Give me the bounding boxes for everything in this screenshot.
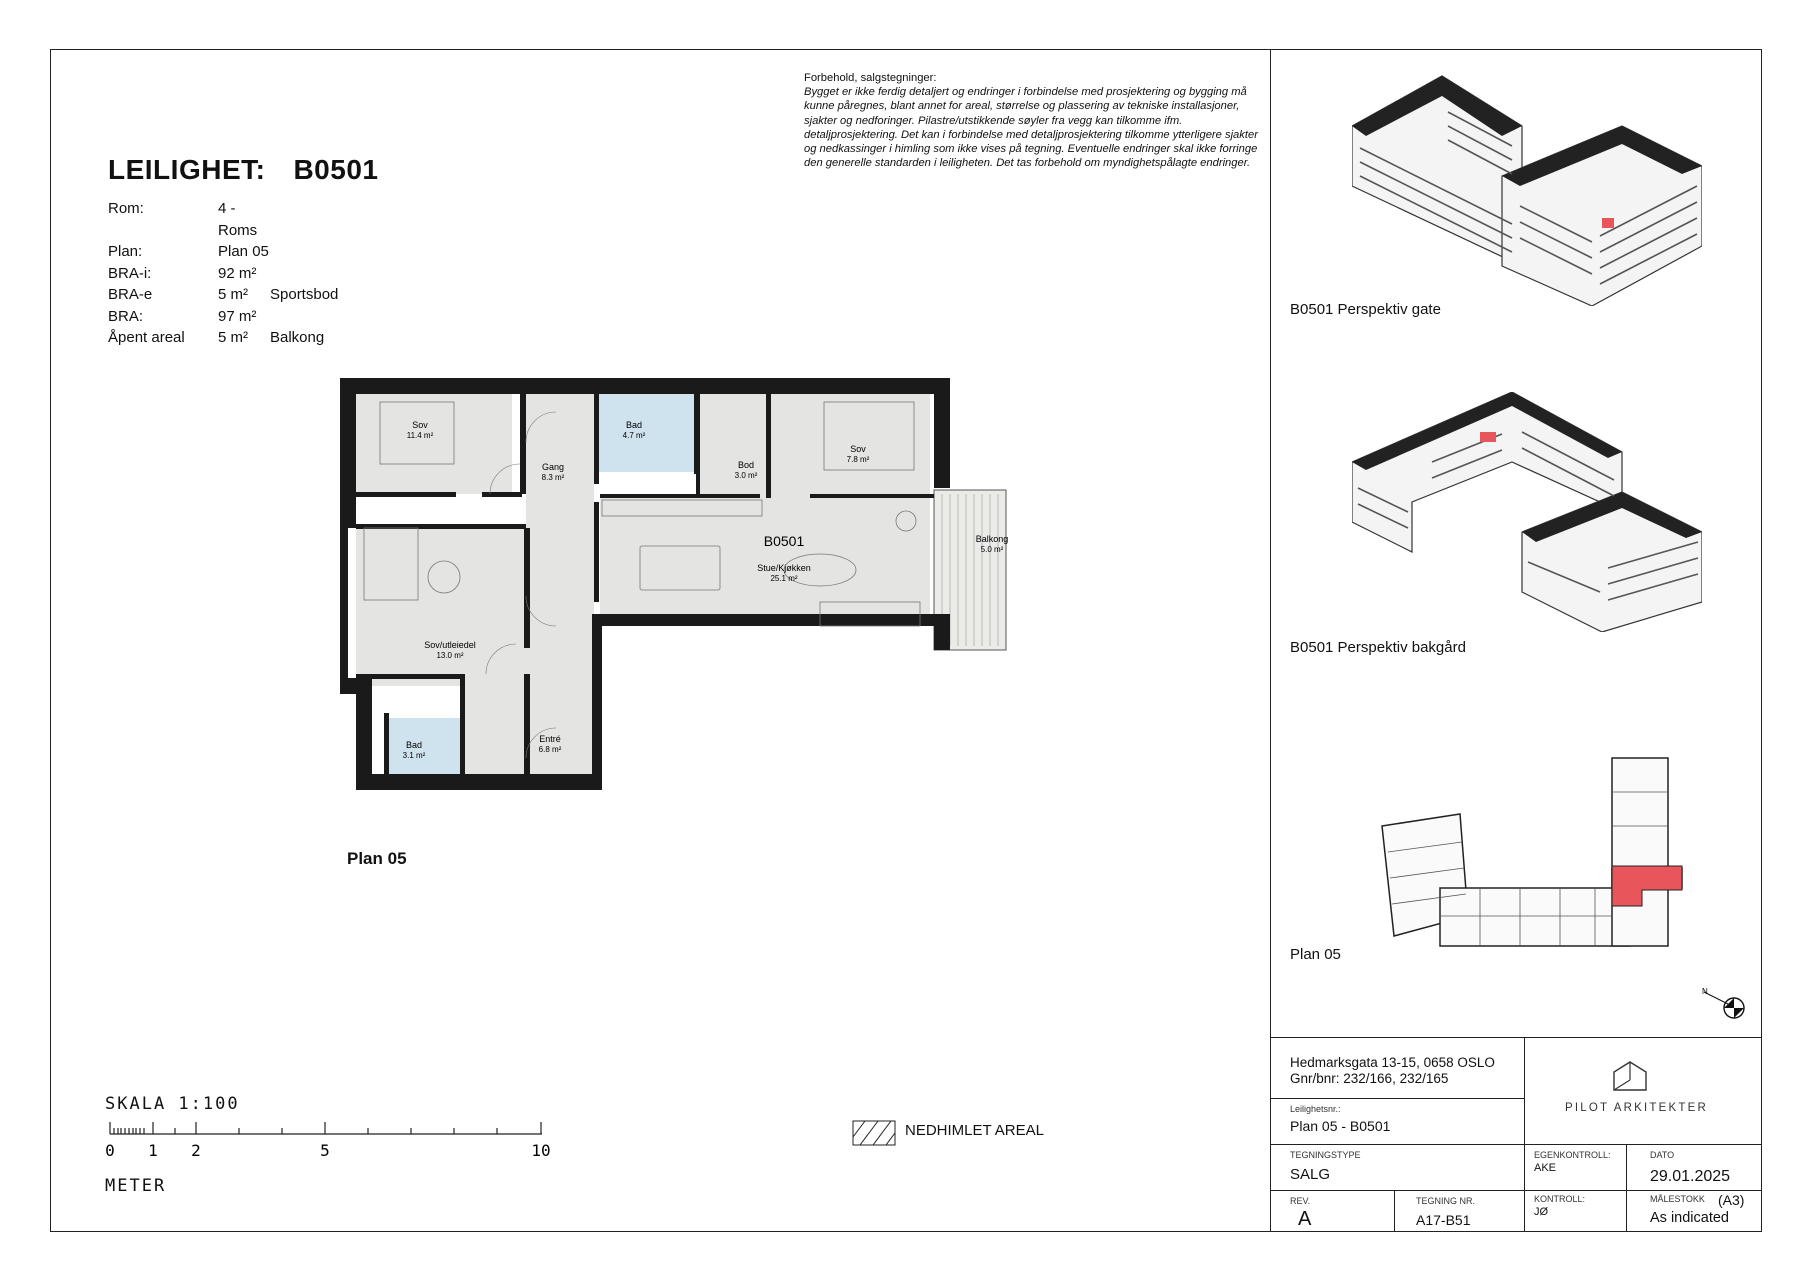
room-name: Sov/utleiedel bbox=[424, 640, 476, 650]
info-value: Plan 05 bbox=[218, 243, 269, 260]
unit-highlight bbox=[1602, 218, 1614, 228]
room-name: Stue/Kjøkken bbox=[757, 563, 811, 573]
control-label: KONTROLL: bbox=[1534, 1194, 1586, 1204]
scale-title: SKALA 1:100 bbox=[105, 1094, 240, 1114]
info-key: BRA: bbox=[108, 307, 144, 325]
drawing-type-value: SALG bbox=[1290, 1166, 1331, 1183]
hatch-legend-icon bbox=[852, 1120, 896, 1146]
perspective-backyard-image bbox=[1352, 392, 1702, 632]
scale-tick-label: 5 bbox=[320, 1141, 330, 1160]
scale-tick-label: 0 bbox=[105, 1141, 115, 1160]
disclaimer-heading: Forbehold, salgstegninger: bbox=[804, 72, 937, 84]
room-name: Entré bbox=[539, 734, 561, 744]
apartment-info-table bbox=[108, 198, 338, 349]
info-extra: Balkong bbox=[270, 329, 325, 346]
room-area: 13.0 m² bbox=[436, 651, 464, 660]
firm-logo-icon bbox=[1612, 1060, 1648, 1092]
info-value: 4 - Roms bbox=[218, 200, 258, 239]
scale-unit: METER bbox=[105, 1176, 167, 1196]
info-key: Åpent areal bbox=[108, 329, 185, 346]
control-value: JØ bbox=[1534, 1206, 1549, 1218]
unit-id: B0501 bbox=[293, 154, 379, 185]
unit-no-label: Leilighetsnr.: bbox=[1290, 1104, 1341, 1114]
scale-tick-label: 2 bbox=[191, 1141, 201, 1160]
room-name: Balkong bbox=[975, 534, 1009, 544]
room-area: 5.0 m² bbox=[980, 545, 1004, 554]
rev-label: REV. bbox=[1290, 1196, 1311, 1206]
perspective-street-image bbox=[1352, 66, 1702, 306]
room-name: Sov bbox=[412, 420, 428, 430]
firm-name: PILOT ARKITEKTER bbox=[1565, 1102, 1708, 1114]
drawing-no-label: TEGNING NR. bbox=[1416, 1196, 1476, 1206]
room-name: Bad bbox=[625, 420, 643, 430]
info-key: BRA-i: bbox=[108, 264, 152, 282]
drawing-no-value: A17-B51 bbox=[1416, 1212, 1471, 1228]
room-area: 11.4 m² bbox=[406, 431, 434, 440]
info-value: 5 m² bbox=[218, 286, 248, 303]
floor-plan bbox=[340, 378, 1040, 818]
scale-tick-label: 10 bbox=[531, 1141, 551, 1160]
info-extra: Sportsbod bbox=[270, 286, 339, 303]
info-value: 92 m² bbox=[218, 264, 257, 282]
address-line: Hedmarksgata 13-15, 0658 OSLO bbox=[1290, 1055, 1495, 1070]
legend-label: NEDHIMLET AREAL bbox=[905, 1122, 1044, 1139]
info-value: 97 m² bbox=[218, 307, 257, 325]
room-name: Sov bbox=[850, 444, 866, 454]
titleblock-border bbox=[1270, 1037, 1762, 1038]
date-label: DATO bbox=[1650, 1150, 1675, 1160]
info-row bbox=[108, 327, 338, 349]
info-row bbox=[108, 263, 338, 285]
svg-text:N: N bbox=[1702, 987, 1708, 996]
info-row bbox=[108, 198, 338, 241]
perspective-backyard-caption: B0501 Perspektiv bakgård bbox=[1290, 639, 1466, 656]
rev-value: A bbox=[1298, 1208, 1312, 1230]
scale-tick-label: 1 bbox=[148, 1141, 158, 1160]
title-label: LEILIGHET: bbox=[108, 154, 266, 185]
info-row bbox=[108, 284, 338, 306]
room-area: 8.3 m² bbox=[541, 473, 565, 482]
titleblock-border bbox=[1626, 1144, 1627, 1232]
titleblock-divider bbox=[1270, 49, 1271, 1232]
property-id: Gnr/bnr: 232/166, 232/165 bbox=[1290, 1071, 1449, 1086]
titleblock-border bbox=[1270, 1190, 1762, 1191]
unit-highlight bbox=[1480, 432, 1496, 442]
date-value: 29.01.2025 bbox=[1650, 1168, 1731, 1185]
room-area: 7.8 m² bbox=[846, 455, 870, 464]
self-check-value: AKE bbox=[1534, 1162, 1557, 1174]
info-key: Plan: bbox=[108, 243, 143, 260]
room-area: 3.1 m² bbox=[402, 751, 426, 760]
room-name: Gang bbox=[541, 462, 565, 472]
info-key: Rom: bbox=[108, 200, 144, 217]
titleblock-border bbox=[1270, 1144, 1762, 1145]
info-row bbox=[108, 241, 338, 263]
project-address bbox=[1290, 1055, 1495, 1087]
info-row bbox=[108, 306, 338, 328]
disclaimer bbox=[804, 71, 1259, 170]
info-key: BRA-e bbox=[108, 286, 153, 303]
key-plan-image bbox=[1380, 756, 1690, 966]
floor-plan-caption: Plan 05 bbox=[347, 849, 407, 868]
unit-no-value: Plan 05 - B0501 bbox=[1290, 1118, 1391, 1134]
scale-value: As indicated bbox=[1650, 1210, 1729, 1226]
unit-label: B0501 bbox=[763, 533, 805, 549]
apartment-title bbox=[108, 154, 378, 186]
titleblock-border bbox=[1394, 1190, 1395, 1232]
room-area: 3.0 m² bbox=[734, 471, 758, 480]
disclaimer-body: Bygget er ikke ferdig detaljert og endringer i forbindelse med prosjektering og bygging må kunne påregnes, blant annet for areal, størrelse og plassering av tekniske installasjoner, sjakter og nedforinger. Pilastre/utstikkende søyler fra vegg kan tilkomme ifm. detaljprosjektering. Det kan i forbindelse med detaljprosjektering tilkomme ytterligere sjakter og nedkassinger i himling som ikke vises på tegning. Eventuelle endringer skal ikke forringe den generelle standarden i leiligheten. Det tas forbehold om myndighetspålagte endringer. bbox=[804, 86, 1258, 170]
key-plan-caption: Plan 05 bbox=[1290, 946, 1341, 963]
room-area: 25.1 m² bbox=[770, 574, 798, 583]
room-area: 6.8 m² bbox=[538, 745, 562, 754]
self-check-label: EGENKONTROLL: bbox=[1534, 1150, 1611, 1160]
info-value: 5 m² bbox=[218, 329, 248, 346]
scale-bar bbox=[105, 1114, 555, 1164]
titleblock-border bbox=[1524, 1037, 1525, 1232]
paper-size: (A3) bbox=[1718, 1192, 1745, 1208]
room-name: Bad bbox=[405, 740, 423, 750]
room-area: 4.7 m² bbox=[622, 431, 646, 440]
drawing-type-label: TEGNINGSTYPE bbox=[1290, 1150, 1361, 1160]
north-arrow-icon bbox=[1700, 986, 1750, 1022]
perspective-street-caption: B0501 Perspektiv gate bbox=[1290, 301, 1441, 318]
room-name: Bod bbox=[737, 460, 755, 470]
scale-label: MÅLESTOKK bbox=[1650, 1194, 1705, 1204]
titleblock-border bbox=[1270, 1098, 1524, 1099]
